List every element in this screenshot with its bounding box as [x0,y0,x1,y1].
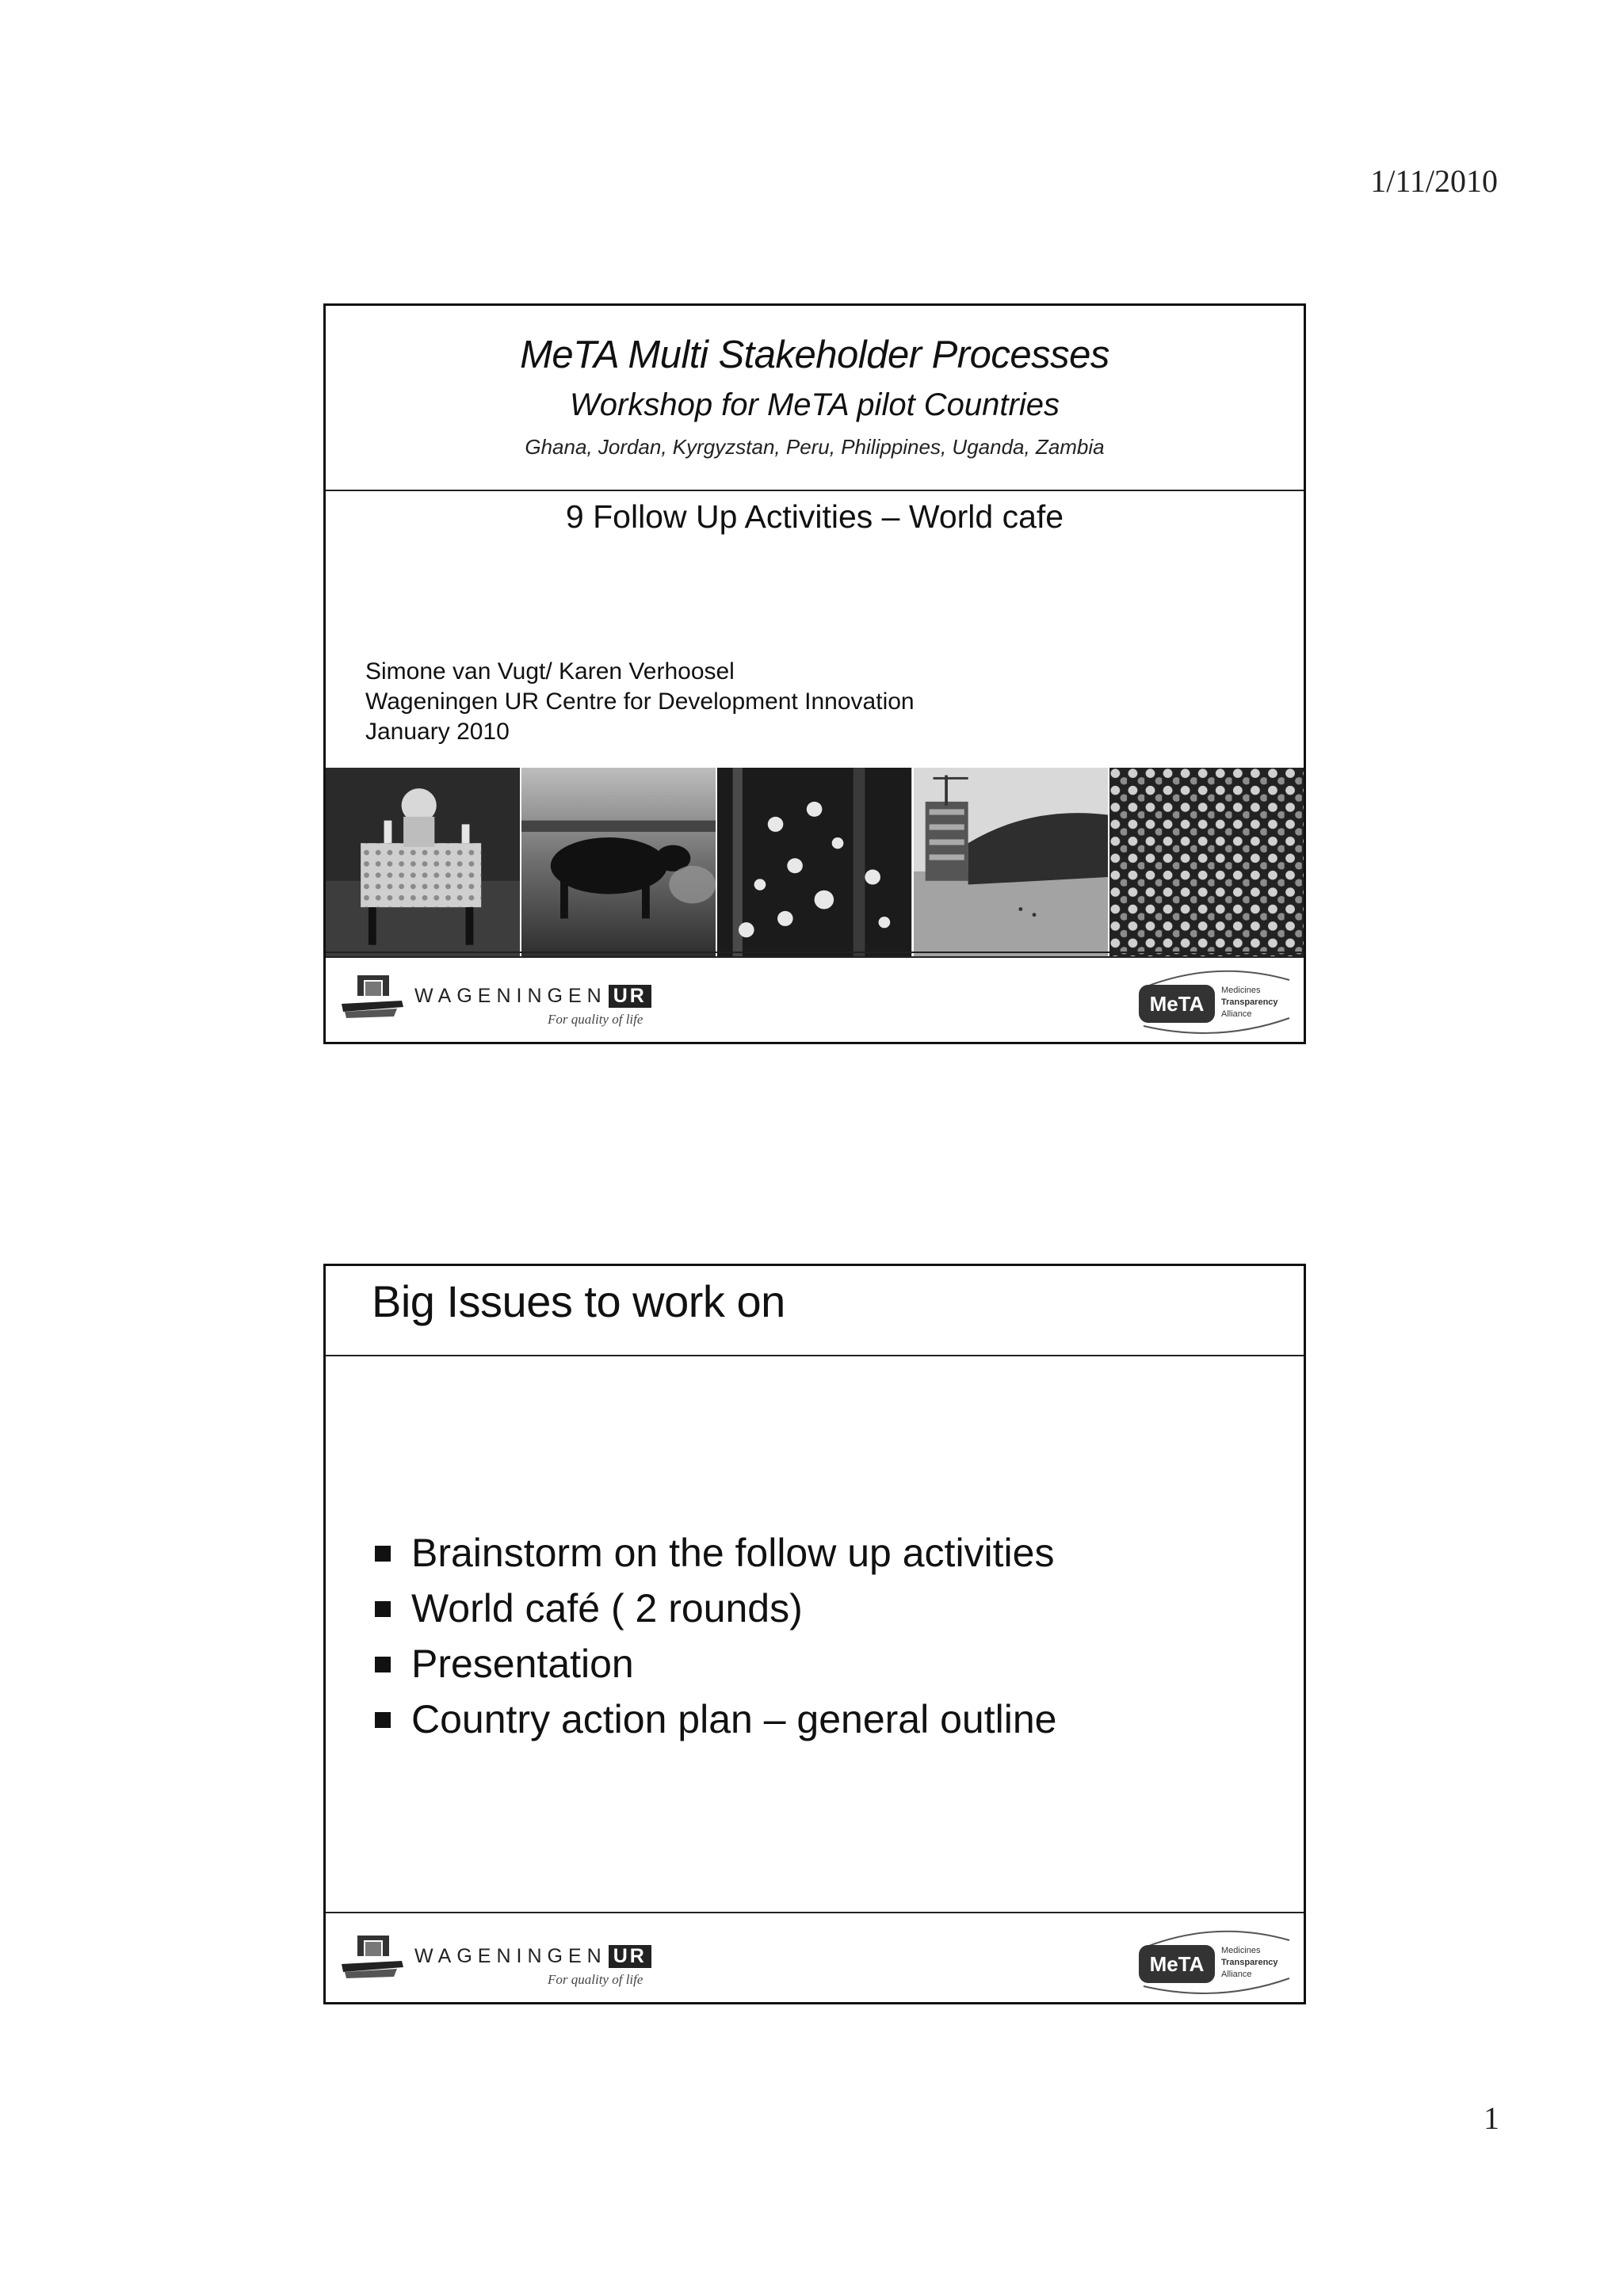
page-date: 1/11/2010 [1370,163,1498,199]
bullet-square-icon [375,1657,391,1672]
wageningen-ur-logo [338,972,655,1029]
slide-1-header [326,306,1304,491]
credits-organisation: Wageningen UR Centre for Development Innovation [365,688,915,715]
slide-1-section-title: 9 Follow Up Activities – World cafe [565,498,1064,535]
construction-orchard-photo [914,768,1109,956]
credits-date: January 2010 [365,719,510,745]
meta-alliance-text: Medicines Transparency Alliance [1221,1946,1278,1979]
wageningen-wordmark: WAGENINGEN UR [414,1945,651,1968]
picnic-photo [326,768,521,956]
slide-1 [323,303,1306,1044]
meta-logo [1139,1928,1294,1994]
slide-2-title: Big Issues to work on [372,1276,785,1326]
slide-1-title: MeTA Multi Stakeholder Processes [520,334,1109,376]
forest-flowers-photo [717,768,913,956]
wageningen-ur-logo [338,1932,655,1989]
bullet-square-icon [375,1712,391,1728]
meta-alliance-text: Medicines Transparency Alliance [1221,986,1278,1019]
slide-1-footer [326,952,1304,1042]
crowd-photo [1109,768,1304,956]
slide-1-countries: Ghana, Jordan, Kyrgyzstan, Peru, Philippines, Uganda, Zambia [525,435,1105,459]
wageningen-mark-icon [338,1932,405,1983]
credits-authors: Simone van Vugt/ Karen Verhoosel [365,658,735,685]
slide-2-footer [326,1912,1304,2002]
meta-wordmark: MeTA [1139,985,1215,1023]
slide-2 [323,1264,1306,2004]
slide-1-credits [365,657,915,747]
list-item: Brainstorm on the follow up activities [375,1525,1056,1581]
wageningen-tagline: For quality of life [548,1012,643,1027]
bullet-square-icon [375,1546,391,1562]
wageningen-wordmark: WAGENINGEN UR [414,985,651,1008]
meta-logo [1139,967,1294,1034]
wageningen-mark-icon [338,972,405,1023]
list-item: World café ( 2 rounds) [375,1581,1056,1636]
page-number: 1 [1484,2100,1499,2136]
photo-strip [326,768,1304,958]
list-item: Country action plan – general outline [375,1691,1056,1747]
bullet-square-icon [375,1601,391,1617]
wageningen-tagline: For quality of life [548,1972,643,1987]
slide-1-subtitle: Workshop for MeTA pilot Countries [570,387,1060,422]
meta-wordmark: MeTA [1139,1945,1215,1983]
list-item: Presentation [375,1636,1056,1691]
slide-2-header [326,1266,1304,1356]
cow-photo [521,768,717,956]
bullet-list [375,1525,1056,1747]
